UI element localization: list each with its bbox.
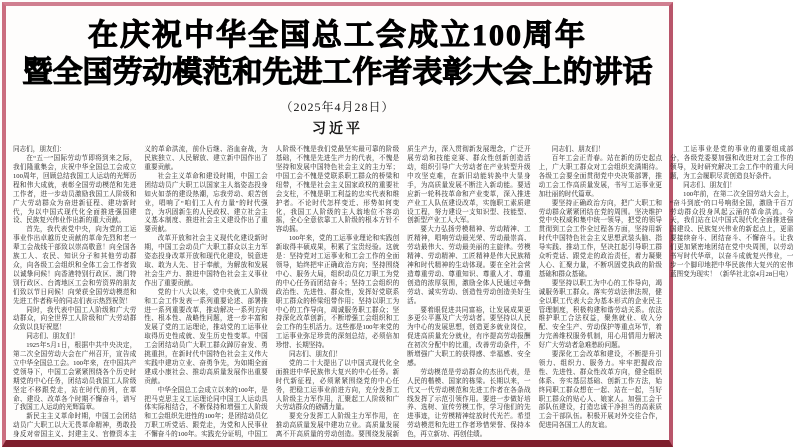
body-paragraph: 工运事业是党的事业的重要组成部分，各级党委要加强和改进对工会工作的领导，及时研究解决工会工作中的重大问题，为工会履职尽责创造良好条件。 — [669, 146, 793, 180]
article-body — [13, 146, 793, 446]
body-paragraph: 首先，我代表党中央，向为党的工运事业作出卓越历史贡献的革命先烈和老一辈工会战线干部致以崇高敬意！向全国各族工人、农民、知识分子和其他劳动群众，向各级工会组织和全体工会工作者致以诚挚问候！向香港特别行政区、澳门特别行政区、台湾地区工会和劳资界的朋友们致以节日问候！向荣获全国劳动模范和先进工作者称号的同志们表示热烈祝贺！ — [13, 226, 137, 305]
body-paragraph: 要深化工会改革和建设，不断提升引领力、组织力、服务力。牢牢把握政治性、先进性、群众性改革方向，健全组织体系、夯实基层基础、创新工作方法，始终同职工群众想在一起、站在一起，当好职工群众的贴心人、娘家人。加强工会干部队伍建设，打造忠诚干净担当的高素质工会干部队伍。积极开展对外交往合作，促进同各国工人的友谊。 — [538, 351, 662, 430]
body-paragraph: 1925年5月1日，根据中共中央决定，第二次全国劳动大会在广州召开，宣告成立中华全国总工会。100年来，在中国共产党领导下，中国工会紧紧围绕各个历史时期党的中心任务，团结动员我国工人阶级坚定不移跟党走，站在时代前列，在革命、建设、改革各个时期不懈奋斗，谱写了我国工人运动的光辉篇章。 — [13, 342, 137, 412]
body-paragraph: 要坚持正确政治方向，把广大职工和劳动群众紧紧团结在党的周围。坚决维护党中央权威和集中统一领导，把党的领导贯彻到工会工作全过程各方面，坚持用新时代中国特色社会主义思想武装头脑、指导实践、推动工作，坚决扛起引导职工群众听党话、跟党走的政治责任，着力凝聚人心、汇聚力量，不断巩固党执政的阶级基础和群众基础。 — [538, 199, 662, 278]
article-dateline: （2025年4月28日） — [280, 100, 395, 115]
news-agency-credit: （新华社北京4月28日电） — [716, 270, 792, 278]
article-author: 习近平 — [312, 122, 363, 138]
body-paragraph: 要充分发挥工人阶级主力军作用，在推动高质量发展中建功立业。高质量发展离不开高质量的劳动创造。要围绕发展新质生产力，深入贯彻新发展理念，广泛开展劳动和技能竞赛、群众性创新创造活动，组织引导广大劳动者在产业转型升级中攻坚克难，在新旧动能转换中大显身手，为高质量发展不断注入新动能。要适应新一轮科技革命和产业变革，深入推进产业工人队伍建设改革，实施职工素质建设工程，努力建设一支知识型、技能型、创新型产业工人大军。 — [275, 146, 531, 439]
body-paragraph: 100年来，党的工运事业理论和实践创新取得丰硕成果，积累了宝贵经验。这就是：坚持党对工运事业和工会工作的全面领导，始终把牢正确政治方向；坚持围绕中心、服务大局，组织动员亿万职工为党的中心任务而团结奋斗；坚持工会组织的政治性、先进性、群众性，发挥好党联系职工群众的桥梁纽带作用；坚持以职工为中心的工作导向，竭诚服务职工群众；坚持深化改革创新，不断增强工会组织和工会工作的生机活力。这些都是100年来党的工运事业弥足珍贵的深刻总结，必须倍加珍惜、长期坚持。 — [275, 235, 400, 350]
body-paragraph: 中华全国总工会成立以来的100年，是把马克思主义工运理论同中国工人运动具体实际相结合，不断保持和增强工人阶级和工会组织先进性的100年；是团结动员亿万职工听党话、跟党走，为党和人民事业不懈奋斗的100年。实践充分证明，中国工人阶级不愧是我们党最坚实最可靠的阶级基础，不愧是先进生产力的代表，不愧是坚持和发展中国特色社会主义的主力军；中国工会不愧是党联系职工群众的桥梁和纽带，不愧是社会主义国家政权的重要社会支柱，不愧是职工利益的忠实代表和维护者。不论时代怎样变迁、形势如何变化，我国工人阶级的主人翁地位不容动摇，全心全意依靠工人阶级的根本方针不容动摇。 — [144, 146, 400, 439]
body-paragraph: 在“五一”国际劳动节即将到来之际，我们隆重集会，庆祝中华全国总工会成立100周年，回顾总结我国工人运动的光辉历程和伟大成就，表彰全国劳动模范和先进工作者，进一步动员激励我国工人阶级和广大劳动群众为奋进新征程、建功新时代，为以中国式现代化全面推进强国建设、民族复兴伟业作出新的重大贡献。 — [13, 155, 137, 225]
body-paragraph: 党的二十大提出了以中国式现代化全面推进中华民族伟大复兴的中心任务。新时代新征程，必须紧紧围绕党的中心任务，把稳工运事业前进方向，充分发挥工人阶级主力军作用，汇聚起工人阶级和广大劳动群众的磅礴力量。 — [275, 359, 400, 412]
body-paragraph: 同时，我代表中国工人阶级和广大劳动群众，向全世界工人阶级和广大劳动群众致以良好祝愿！ — [13, 306, 137, 332]
body-paragraph: 要大力弘扬劳模精神、劳动精神、工匠精神，唱响劳动最光荣、劳动最崇高、劳动最伟大、劳动最美丽的主旋律。劳模精神、劳动精神、工匠精神是伟大民族精神和时代精神的生动体现。要在全社会营造尊重劳动、尊重知识、尊重人才、尊重创造的浓厚氛围，激励全体人民通过辛勤劳动、诚实劳动、创造性劳动创造美好生活。 — [407, 226, 531, 305]
body-paragraph: 新民主主义革命时期，中国工会团结动员广大职工以大无畏革命精神，勇敢投身反对帝国主义、封建主义、官僚资本主义的革命洪流，前仆后继、浴血奋战，为民族独立、人民解放、建立新中国作出了重要贡献。 — [13, 146, 268, 439]
body-paragraph: 劳动模范是劳动群众的杰出代表，是人民的楷模、国家的栋梁。长期以来，一代又一代劳动模范和先进工作者在各条战线发挥了示范引领作用。要进一步做好培养、选树、宣传劳模工作，学习他们的先进事迹，让劳模精神绽放时代光芒。希望劳动模范和先进工作者珍惜荣誉、保持本色，再立新功、再创佳绩。 — [407, 368, 531, 439]
body-paragraph: 同志们、朋友们！ — [683, 181, 736, 189]
body-paragraph: 同志们，朋友们： — [13, 146, 66, 154]
headline-line-1: 在庆祝中华全国总工会成立100周年 — [88, 19, 587, 52]
clipping-frame — [2, 2, 793, 447]
article-headline — [13, 18, 662, 91]
body-paragraph: 要着眼促进共同富裕，让发展成果更多更公平惠及广大劳动者。要坚持以人民为中心的发展思想，创造更多就业岗位，促进高质量充分就业，有序提高劳动报酬在初次分配中的比重，改善劳动条件，不断增强广大职工的获得感、幸福感、安全感。 — [407, 306, 531, 367]
body-paragraph: 100年前，在第二次全国劳动大会上，“奋斗到底”的口号响彻全国，激励千百万劳动群众投身风起云涌的革命洪流。今天，我们站在以中国式现代化全面推进强国建设、民族复兴伟业的新起点上，更需要接续奋斗、团结奋斗、不懈奋斗。让我们更加紧密地团结在党中央周围，以劳动书写时代华章，以奋斗成就复兴伟业，一步一个脚印地把中华民族伟大复兴的宏伟蓝图变为现实！（新华社北京4月28日电） — [669, 190, 793, 278]
headline-line-2: 暨全国劳动模范和先进工作者表彰大会上的讲话 — [22, 55, 653, 89]
body-paragraph: 同志们、朋友们！ — [26, 333, 79, 341]
body-paragraph: 同志们、朋友们！ — [551, 146, 605, 154]
body-paragraph: 要坚持以职工为中心的工作导向，竭诚服务职工群众。落实劳动法律法规，健全以职工代表大会为基本形式的企业民主管理制度，积极构建和谐劳动关系。依法维护职工合法权益，聚焦就业、收入分配、安全生产、劳动保护等重点环节，着力完善维权服务机制，用心用情用力解决好广大劳动者急难愁盼问题。 — [538, 279, 662, 350]
body-paragraph: 改革开放和社会主义现代化建设新时期，中国工会动员广大职工群众以主力军姿态投身改革开放和现代化建设，锐意进取、敢为人先、甘于奉献，为解放和发展社会生产力、推进中国特色社会主义事业作出了重要贡献。 — [144, 235, 268, 287]
body-paragraph: 社会主义革命和建设时期，中国工会团结动员广大职工以国家主人翁姿态投身如火如荼的建设热潮，忘我劳动、艰苦创业，唱响了“咱们工人有力量”的时代强音，为巩固新生的人民政权、建立社会主义基本制度、推进社会主义建设作出了重要贡献。 — [144, 172, 268, 234]
body-paragraph: 党的十八大以来，党中央就工人阶级和工会工作发表一系列重要论述、部署推进一系列重要改革，推动解决一系列方向性、根本性、战略性问题，进一步丰富和发展了党的工运理论，推动党的工运事业取得历史性成就、发生历史性变革。中国工会团结动员广大职工群众踔厉奋发、勇挑重担，在新时代中国特色社会主义伟大实践中建功立业、奋勇争先，为如期全面建成小康社会、推动高质量发展作出重要贡献。 — [144, 288, 268, 385]
body-paragraph: 同志们、朋友们！ — [288, 351, 342, 359]
body-paragraph: 百年工会正青春。站在新的历史起点上，广大职工群众对工会组织充满期待。各级工会要全面贯彻党中央决策部署，推动工会工作高质量发展，书写工运事业更加壮丽的时代篇章。 — [538, 155, 662, 198]
